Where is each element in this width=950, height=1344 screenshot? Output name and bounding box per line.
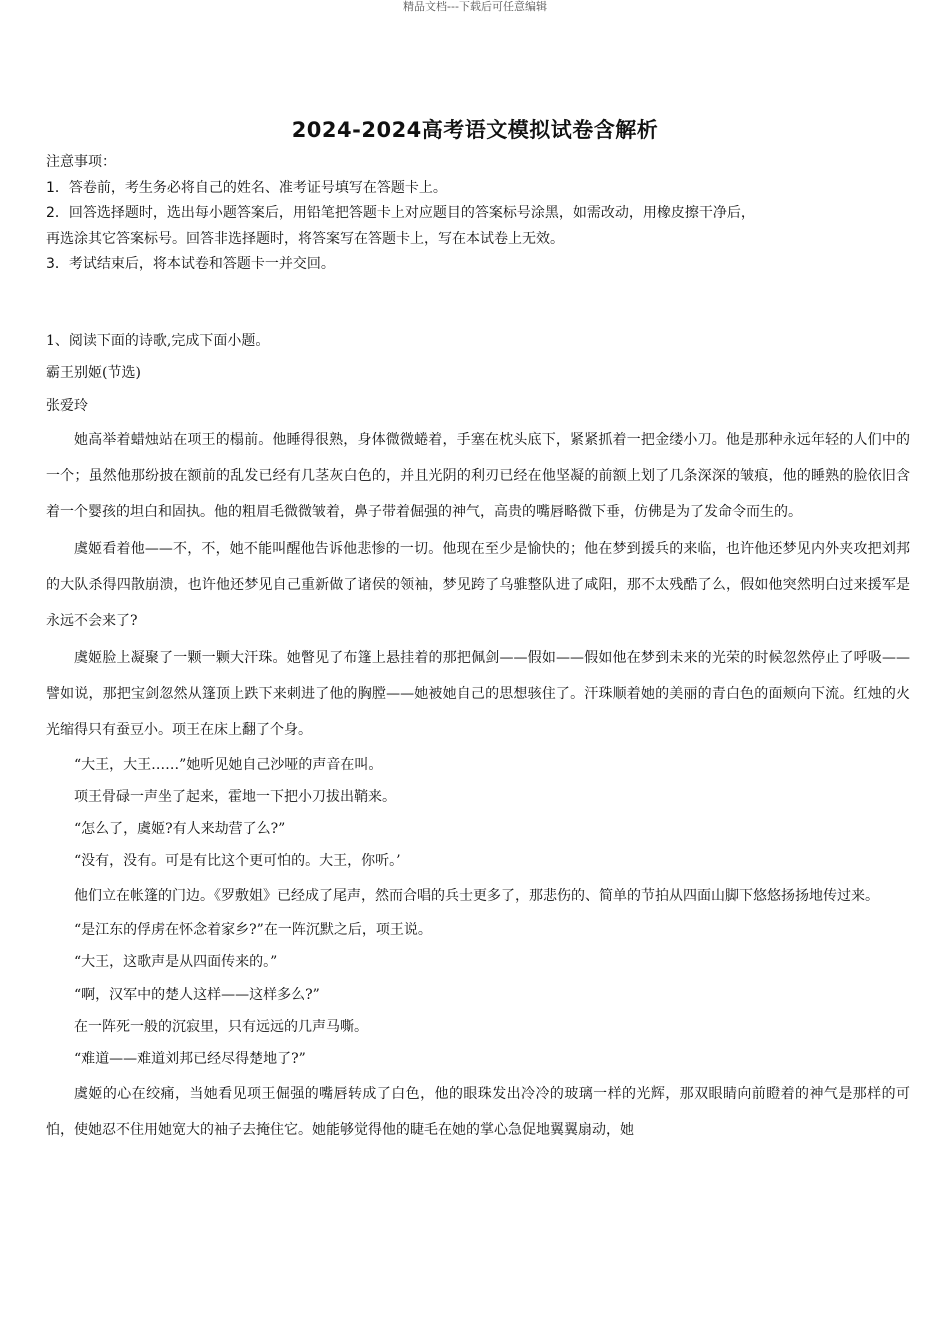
dialogue-line: 在一阵死一般的沉寂里，只有远远的几声马嘶。	[74, 1018, 368, 1035]
passage-paragraph: 虞姬看着他——不，不，她不能叫醒他告诉他悲惨的一切。他现在至少是愉快的；他在梦到援兵的来临，也许他还梦见内外夹攻把刘邦的大队杀得四散崩溃，也许他还梦见自己重新做了诸侯的领袖，梦见跨了乌骓整队进了咸阳，那不太残酷了么，假如他突然明白过来援军是永远不会来了?	[46, 540, 910, 630]
page-title: 2024-2024高考语文模拟试卷含解析	[291, 118, 659, 142]
passage-paragraph: 她高举着蜡烛站在项王的榻前。他睡得很熟，身体微微蜷着，手塞在枕头底下，紧紧抓着一把金缕小刀。他是那种永远年轻的人们中的一个；虽然他那纷披在额前的乱发已经有几茎灰白色的，并且光阴的利刃已经在他坚凝的前额上划了几条深深的皱痕，他的睡熟的脸依旧含着一个婴孩的坦白和固执。他的粗眉毛微微皱着，鼻子带着倔强的神气，高贵的嘴唇略微下垂，仿佛是为了发命令而生的。	[46, 431, 910, 521]
passage-paragraph: 虞姬的心在绞痛，当她看见项王倔强的嘴唇转成了白色，他的眼珠发出冷冷的玻璃一样的光辉，那双眼睛向前瞪着的神气是那样的可怕，使她忍不住用她宽大的袖子去掩住它。她能够觉得他的睫毛在她的掌心急促地翼翼扇动，她	[46, 1085, 910, 1138]
notice-item: 2．回答选择题时，选出每小题答案后，用铅笔把答题卡上对应题目的答案标号涂黑，如需改动，用橡皮擦干净后，	[46, 205, 755, 221]
dialogue-line: “大王，大王……”她听见她自己沙哑的声音在叫。	[74, 756, 383, 773]
dialogue-line: “啊，汉军中的楚人这样——这样多么?”	[74, 986, 320, 1003]
dialogue-line: “没有，没有。可是有比这个更可怕的。大王，你听。’	[74, 853, 401, 870]
dialogue-line: “怎么了，虞姬?有人来劫营了么?”	[74, 821, 286, 838]
passage-paragraph: 他们立在帐篷的门边。《罗敷姐》已经成了尾声，然而合唱的兵士更多了，那悲伤的、简单的节拍从四面山脚下悠悠扬扬地传过来。	[74, 887, 879, 904]
dialogue-line: “难道——难道刘邦已经尽得楚地了?”	[74, 1051, 306, 1068]
dialogue-line: “大王，这歌声是从四面传来的。”	[74, 954, 278, 971]
question-1	[46, 325, 910, 1148]
dialogue-line: 项王骨碌一声坐了起来，霍地一下把小刀拔出鞘来。	[74, 788, 396, 805]
notice-item: 再选涂其它答案标号。回答非选择题时，将答案写在答题卡上，写在本试卷上无效。	[46, 230, 564, 247]
author-name: 张爱玲	[46, 397, 88, 414]
notice-item: 1．答卷前，考生务必将自己的姓名、准考证号填写在答题卡上。	[46, 179, 447, 196]
document-header-note: 精品文档---下载后可任意编辑	[403, 0, 547, 13]
notice-item: 3．考试结束后，将本试卷和答题卡一并交回。	[46, 256, 335, 272]
dialogue-line: “是江东的俘虏在怀念着家乡?”在一阵沉默之后，项王说。	[74, 922, 432, 939]
work-title: 霸王别姬(节选)	[46, 365, 141, 382]
notice-heading: 注意事项：	[46, 154, 116, 170]
notice-section	[46, 150, 916, 278]
passage-paragraph: 虞姬脸上凝聚了一颗一颗大汗珠。她瞥见了布篷上悬挂着的那把佩剑——假如——假如他在梦到未来的光荣的时候忽然停止了呼吸——譬如说，那把宝剑忽然从篷顶上跌下来刺进了他的胸膛——她被她自己的思想骇住了。汗珠顺着她的美丽的青白色的面颊向下流。红烛的火光缩得只有蚕豆小。项王在床上翻了个身。	[46, 649, 910, 739]
question-prompt: 1、阅读下面的诗歌,完成下面小题。	[46, 333, 270, 349]
